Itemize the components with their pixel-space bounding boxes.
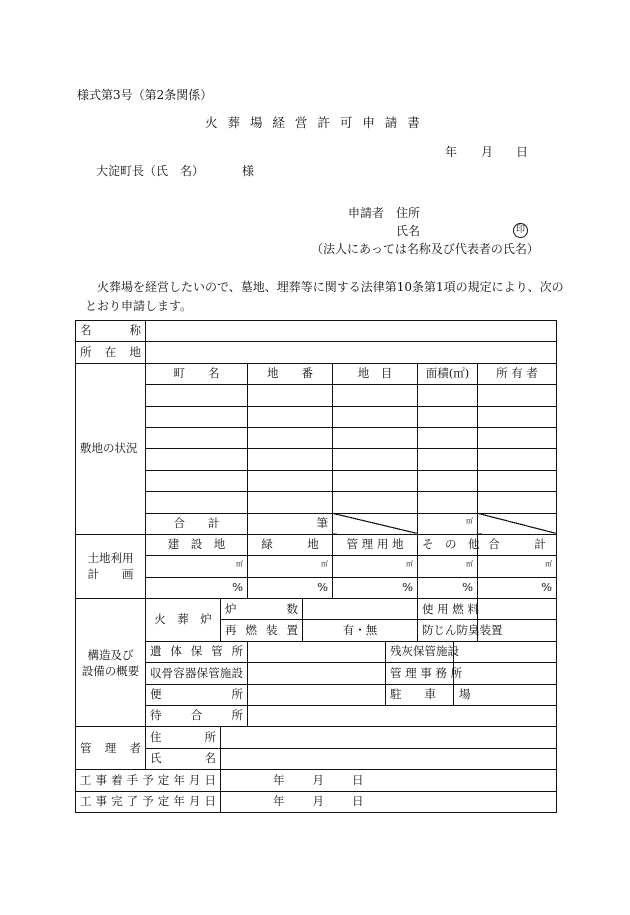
start-month-label: 月 [312, 772, 324, 787]
name-field[interactable] [146, 321, 557, 342]
waiting-field[interactable] [248, 706, 557, 727]
site-cell[interactable] [146, 470, 248, 491]
site-row [76, 449, 557, 470]
body-storage-label: 遺 体 保 管 所 [146, 641, 248, 662]
location-field[interactable] [146, 342, 557, 363]
site-total-owner-diagonal [478, 513, 557, 534]
site-cell[interactable] [418, 470, 478, 491]
structure-row-4 [76, 663, 557, 684]
landuse-area-cell[interactable] [333, 556, 418, 577]
date-month-label: 月 [481, 145, 494, 159]
site-row [76, 406, 557, 427]
complete-date-field[interactable] [221, 791, 557, 812]
site-cell[interactable] [248, 492, 333, 513]
landuse-percent-cell[interactable] [478, 577, 557, 598]
landuse-percent-cell[interactable] [146, 577, 248, 598]
start-date-field[interactable] [221, 770, 557, 791]
site-col-owner: 所 有 者 [478, 363, 557, 384]
applicant-note: （法人にあっては名称及び代表者の氏名） [311, 242, 539, 256]
percent-unit: % [232, 580, 243, 595]
ash-storage-field[interactable] [454, 641, 557, 662]
seal-icon: 印 [513, 223, 528, 238]
landuse-col-building: 建 設 地 [146, 534, 248, 555]
site-cell[interactable] [333, 385, 418, 406]
body-storage-field[interactable] [248, 641, 386, 662]
site-cell[interactable] [478, 492, 557, 513]
site-cell[interactable] [418, 492, 478, 513]
m2-unit: ㎡ [321, 559, 328, 568]
site-cell[interactable] [146, 492, 248, 513]
site-cell[interactable] [333, 492, 418, 513]
toilet-field[interactable] [248, 684, 386, 705]
parking-label: 駐 車 場 [386, 684, 454, 705]
furnace-count-label: 炉 数 [221, 599, 303, 620]
complete-month-label: 月 [312, 794, 324, 809]
landuse-area-cell[interactable] [248, 556, 333, 577]
location-label: 所 在 地 [76, 342, 146, 363]
manager-label: 管 理 者 [76, 727, 146, 770]
structure-row-5 [76, 684, 557, 705]
site-row [76, 492, 557, 513]
m2-unit: ㎡ [545, 559, 553, 568]
site-cell[interactable] [418, 406, 478, 427]
complete-date-label: 工事完了予定年月日 [76, 791, 221, 812]
structure-label-1: 構造及び [87, 647, 134, 662]
percent-unit: % [541, 580, 553, 595]
landuse-label [76, 534, 146, 598]
body-text-line-2: とおり申請します。 [85, 299, 193, 313]
addressee: 大淀町長（氏 名） [96, 164, 205, 178]
landuse-header-row [76, 534, 557, 555]
date-day-label: 日 [516, 145, 529, 159]
site-cell[interactable] [478, 385, 557, 406]
toilet-label: 便 所 [146, 684, 248, 705]
site-header-row [76, 363, 557, 384]
site-cell[interactable] [333, 470, 418, 491]
structure-label [76, 599, 146, 727]
applicant-address-label: 住所 [396, 206, 421, 220]
site-row [76, 385, 557, 406]
waiting-label: 待 合 所 [146, 706, 248, 727]
site-col-category: 地 目 [333, 363, 418, 384]
name-label: 名 称 [76, 321, 146, 342]
site-cell[interactable] [333, 406, 418, 427]
site-total-lots[interactable] [248, 513, 333, 534]
manager-address-field[interactable] [221, 727, 557, 748]
landuse-percent-cell[interactable] [248, 577, 333, 598]
cremation-furnace-label: 火 葬 炉 [146, 599, 221, 642]
site-cell[interactable] [146, 385, 248, 406]
landuse-percent-cell[interactable] [418, 577, 478, 598]
seal-mark [513, 222, 528, 238]
reburn-label: 再 燃 装 置 [221, 620, 303, 641]
manager-name-label: 氏 名 [146, 748, 221, 769]
site-total-row [76, 513, 557, 534]
site-cell[interactable] [478, 427, 557, 448]
reburn-value[interactable]: 有・無 [303, 620, 418, 641]
fuel-field[interactable] [478, 599, 557, 620]
site-total-diagonal [333, 513, 418, 534]
manager-row-1 [76, 727, 557, 748]
site-cell[interactable] [418, 449, 478, 470]
start-year-label: 年 [273, 772, 285, 787]
complete-day-label: 日 [352, 794, 364, 809]
site-cell[interactable] [478, 470, 557, 491]
site-cell[interactable] [146, 427, 248, 448]
fuel-label: 使 用 燃 料 [418, 599, 478, 620]
site-cell[interactable] [248, 427, 333, 448]
structure-label-2: 設備の概要 [81, 663, 140, 678]
structure-row-3 [76, 641, 557, 662]
landuse-col-total: 合 計 [478, 534, 557, 555]
site-cell[interactable] [146, 406, 248, 427]
manager-name-field[interactable] [221, 748, 557, 769]
lots-unit: 筆 [316, 515, 328, 530]
landuse-col-green: 緑 地 [248, 534, 333, 555]
site-cell[interactable] [248, 385, 333, 406]
m2-unit: ㎡ [406, 559, 413, 568]
site-cell[interactable] [333, 449, 418, 470]
form-number: 様式第3号（第2条関係） [77, 88, 213, 102]
body-text-line-1: 火葬場を経営したいので、墓地、埋葬等に関する法律第10条第1項の規定により、次の [97, 280, 564, 294]
furnace-count-field[interactable] [303, 599, 418, 620]
row-location [76, 342, 557, 363]
landuse-area-cell[interactable] [146, 556, 248, 577]
site-cell[interactable] [418, 385, 478, 406]
site-col-lot: 地 番 [248, 363, 333, 384]
date-year-label: 年 [445, 145, 458, 159]
urn-storage-field[interactable] [248, 663, 386, 684]
addressee-suffix: 様 [242, 164, 255, 178]
application-form-table [75, 320, 557, 813]
site-cell[interactable] [248, 406, 333, 427]
landuse-col-management: 管 理 用 地 [333, 534, 418, 555]
landuse-area-row [76, 556, 557, 577]
percent-unit: % [402, 580, 413, 595]
landuse-percent-row [76, 577, 557, 598]
site-cell[interactable] [248, 449, 333, 470]
site-cell[interactable] [333, 427, 418, 448]
ash-storage-label: 残灰保管施設 [386, 641, 454, 662]
page-title: 火 葬 場 経 営 許 可 申 請 書 [205, 115, 423, 130]
manager-row-2 [76, 748, 557, 769]
complete-year-label: 年 [273, 794, 285, 809]
site-cell[interactable] [418, 427, 478, 448]
structure-row-1 [76, 599, 557, 620]
site-row [76, 427, 557, 448]
percent-unit: % [462, 580, 473, 595]
landuse-percent-cell[interactable] [333, 577, 418, 598]
landuse-label-2: 計 画 [87, 567, 134, 582]
urn-storage-label: 収骨容器保管施設 [146, 663, 248, 684]
site-label: 敷地の状況 [76, 363, 146, 534]
row-name [76, 321, 557, 342]
site-row [76, 470, 557, 491]
start-date-row [76, 770, 557, 791]
structure-row-6 [76, 706, 557, 727]
office-label: 管 理 事 務 所 [386, 663, 454, 684]
site-total-area[interactable] [418, 513, 478, 534]
site-cell[interactable] [478, 406, 557, 427]
site-col-town: 町 名 [146, 363, 248, 384]
manager-address-label: 住 所 [146, 727, 221, 748]
area-unit: ㎡ [466, 516, 473, 525]
landuse-area-cell[interactable] [418, 556, 478, 577]
landuse-col-other: そ の 他 [418, 534, 478, 555]
office-field[interactable] [454, 663, 557, 684]
complete-date-row [76, 791, 557, 812]
percent-unit: % [317, 580, 328, 595]
site-cell[interactable] [478, 449, 557, 470]
site-total-label: 合 計 [146, 513, 248, 534]
deodorize-label: 防じん防臭装置 [418, 620, 478, 641]
landuse-area-cell[interactable] [478, 556, 557, 577]
landuse-label-1: 土地利用 [87, 551, 134, 566]
start-day-label: 日 [352, 772, 364, 787]
start-date-label: 工事着手予定年月日 [76, 770, 221, 791]
site-cell[interactable] [146, 449, 248, 470]
m2-unit: ㎡ [236, 559, 243, 568]
m2-unit: ㎡ [466, 559, 473, 568]
applicant-name-label: 氏名 [396, 224, 421, 238]
site-cell[interactable] [248, 470, 333, 491]
applicant-label: 申請者 [348, 206, 385, 220]
site-col-area: 面積(㎡) [418, 363, 478, 384]
